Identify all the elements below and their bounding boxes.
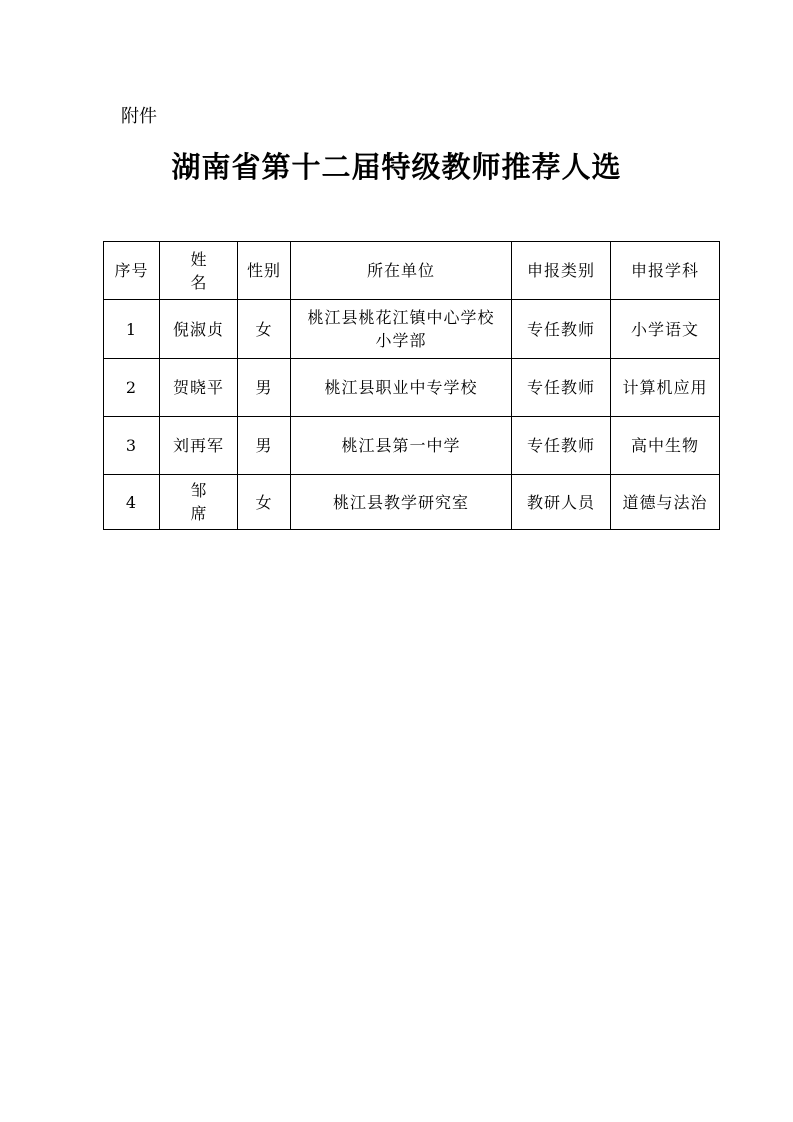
- row-name: 贺晓平: [160, 359, 238, 417]
- row-subject: 小学语文: [611, 300, 720, 359]
- row-seq: 4: [104, 475, 160, 530]
- row-subject: 高中生物: [611, 417, 720, 475]
- row-category: 专任教师: [512, 300, 611, 359]
- row-gender: 男: [238, 359, 291, 417]
- attachment-label: 附件: [121, 106, 157, 127]
- table-header-row: [104, 242, 720, 300]
- row-unit-line1: 桃江县桃花江镇中心学校: [307, 308, 495, 327]
- row-category: 专任教师: [512, 359, 611, 417]
- row-unit: 桃江县第一中学: [291, 417, 512, 475]
- row-category: 教研人员: [512, 475, 611, 530]
- row-unit-line2: 小学部: [375, 331, 427, 350]
- table-row: [104, 417, 720, 475]
- table-row: [104, 359, 720, 417]
- row-name: [160, 475, 238, 530]
- header-name: [160, 242, 238, 300]
- row-seq: 2: [104, 359, 160, 417]
- row-unit: 桃江县教学研究室: [291, 475, 512, 530]
- row-name: 刘再军: [160, 417, 238, 475]
- header-name-label: 姓 名: [190, 249, 221, 292]
- row-category: 专任教师: [512, 417, 611, 475]
- document-title: 湖南省第十二届特级教师推荐人选: [171, 150, 622, 184]
- row-seq: 3: [104, 417, 160, 475]
- header-gender: 性别: [238, 242, 291, 300]
- row-gender: 男: [238, 417, 291, 475]
- candidate-table: [103, 241, 720, 530]
- row-name-label: 邹 席: [190, 481, 221, 523]
- header-category: 申报类别: [512, 242, 611, 300]
- row-unit: [291, 300, 512, 359]
- row-gender: 女: [238, 475, 291, 530]
- row-unit: 桃江县职业中专学校: [291, 359, 512, 417]
- header-unit: 所在单位: [291, 242, 512, 300]
- row-subject: 计算机应用: [611, 359, 720, 417]
- row-gender: 女: [238, 300, 291, 359]
- header-seq: 序号: [104, 242, 160, 300]
- table-row: [104, 300, 720, 359]
- row-seq: 1: [104, 300, 160, 359]
- table-row: [104, 475, 720, 530]
- header-subject: 申报学科: [611, 242, 720, 300]
- row-name: 倪淑贞: [160, 300, 238, 359]
- row-subject: 道德与法治: [611, 475, 720, 530]
